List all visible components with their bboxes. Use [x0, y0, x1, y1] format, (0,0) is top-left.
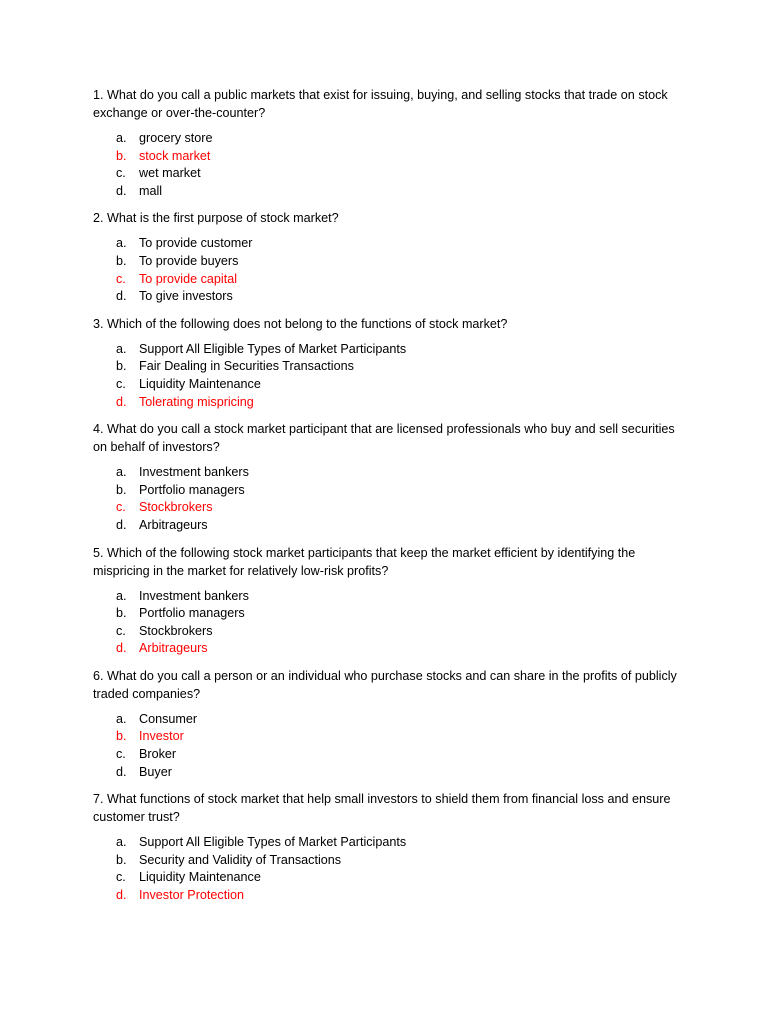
answer-option: [93, 588, 683, 606]
option-text: wet market: [139, 166, 201, 181]
answer-option: [93, 623, 683, 641]
option-text: Stockbrokers: [139, 623, 213, 638]
option-letter: a.: [116, 236, 127, 251]
quiz-content: [93, 86, 683, 914]
option-text: Fair Dealing in Securities Transactions: [139, 359, 354, 374]
answer-options: [93, 711, 683, 781]
answer-option: [93, 376, 683, 394]
option-letter: d.: [116, 183, 127, 198]
question-text: 5. Which of the following stock market participants that keep the market efficient by identifying the mispricing in the market for relatively low-risk profits?: [93, 545, 636, 578]
option-letter: a.: [116, 131, 127, 145]
answer-option: [93, 869, 683, 887]
option-text: To give investors: [139, 289, 233, 304]
option-text: Arbitrageurs: [139, 517, 208, 532]
option-text: Buyer: [139, 764, 172, 779]
option-text: Arbitrageurs: [139, 641, 208, 656]
answer-option: [93, 517, 683, 535]
answer-option: [93, 746, 683, 764]
option-text: To provide customer: [139, 236, 253, 251]
answer-option: [93, 482, 683, 500]
option-text: stock market: [139, 148, 211, 163]
question-text: 6. What do you call a person or an individual who purchase stocks and can share in the profits of publicly traded companies?: [93, 668, 677, 701]
option-letter: b.: [116, 359, 127, 374]
option-text: Consumer: [139, 711, 198, 726]
question-text: 1. What do you call a public markets that exist for issuing, buying, and selling stocks that trade on stock exchange or over-the-counter?: [93, 88, 668, 120]
option-text: Liquidity Maintenance: [139, 870, 261, 885]
option-letter: c.: [116, 747, 126, 762]
answer-option: [93, 358, 683, 376]
option-letter: d.: [116, 394, 127, 409]
question-text: 7. What functions of stock market that help small investors to shield them from financial loss and ensure customer trust?: [93, 792, 671, 825]
answer-option: [93, 852, 683, 870]
question-block: [93, 544, 683, 658]
option-text: mall: [139, 183, 163, 198]
answer-option: [93, 130, 683, 148]
option-letter: d.: [116, 888, 127, 903]
question-text: 3. Which of the following does not belong to the functions of stock market?: [93, 316, 508, 331]
answer-option: [93, 711, 683, 729]
correct-answer-option: [93, 887, 683, 905]
option-text: Support All Eligible Types of Market Participants: [139, 835, 407, 850]
answer-option: [93, 834, 683, 852]
option-letter: d.: [116, 641, 127, 656]
option-letter: a.: [116, 465, 127, 480]
answer-option: [93, 235, 683, 253]
answer-option: [93, 183, 683, 201]
answer-options: [93, 130, 683, 200]
question-block: [93, 209, 683, 305]
option-letter: c.: [116, 500, 126, 515]
option-letter: a.: [116, 711, 127, 726]
option-text: Support All Eligible Types of Market Participants: [139, 341, 407, 356]
option-text: grocery store: [139, 131, 213, 145]
option-letter: c.: [116, 870, 126, 885]
question-block: [93, 420, 683, 534]
answer-options: [93, 464, 683, 534]
option-letter: c.: [116, 271, 126, 286]
answer-options: [93, 834, 683, 904]
option-letter: b.: [116, 852, 127, 867]
option-text: Portfolio managers: [139, 606, 245, 621]
answer-option: [93, 288, 683, 306]
correct-answer-option: [93, 271, 683, 289]
option-text: To provide buyers: [139, 253, 239, 268]
answer-option: [93, 165, 683, 183]
option-letter: b.: [116, 729, 127, 744]
option-letter: d.: [116, 764, 127, 779]
question-block: [93, 790, 683, 904]
correct-answer-option: [93, 394, 683, 412]
option-text: Investor Protection: [139, 888, 244, 903]
option-letter: c.: [116, 376, 126, 391]
question-text: 4. What do you call a stock market participant that are licensed professionals who buy and sell securities on behalf of investors?: [93, 422, 675, 455]
question-block: [93, 315, 683, 411]
answer-options: [93, 588, 683, 658]
option-text: Tolerating mispricing: [139, 394, 254, 409]
correct-answer-option: [93, 728, 683, 746]
answer-options: [93, 235, 683, 305]
option-text: Investment bankers: [139, 588, 249, 603]
answer-options: [93, 341, 683, 411]
answer-option: [93, 764, 683, 782]
option-letter: b.: [116, 148, 127, 163]
option-text: Investment bankers: [139, 465, 249, 480]
option-text: Stockbrokers: [139, 500, 213, 515]
option-letter: b.: [116, 253, 127, 268]
answer-option: [93, 253, 683, 271]
option-letter: c.: [116, 623, 126, 638]
option-letter: d.: [116, 289, 127, 304]
option-text: Portfolio managers: [139, 482, 245, 497]
option-letter: a.: [116, 341, 127, 356]
answer-option: [93, 341, 683, 359]
correct-answer-option: [93, 640, 683, 658]
question-block: [93, 667, 683, 781]
option-letter: c.: [116, 166, 126, 181]
option-letter: a.: [116, 835, 127, 850]
answer-option: [93, 605, 683, 623]
option-letter: d.: [116, 517, 127, 532]
correct-answer-option: [93, 499, 683, 517]
option-text: To provide capital: [139, 271, 238, 286]
option-text: Liquidity Maintenance: [139, 376, 261, 391]
answer-option: [93, 464, 683, 482]
correct-answer-option: [93, 148, 683, 166]
option-letter: b.: [116, 482, 127, 497]
option-letter: a.: [116, 588, 127, 603]
question-text: 2. What is the first purpose of stock market?: [93, 211, 339, 226]
option-letter: b.: [116, 606, 127, 621]
option-text: Investor: [139, 729, 184, 744]
question-block: [93, 86, 683, 200]
option-text: Security and Validity of Transactions: [139, 852, 342, 867]
option-text: Broker: [139, 747, 177, 762]
